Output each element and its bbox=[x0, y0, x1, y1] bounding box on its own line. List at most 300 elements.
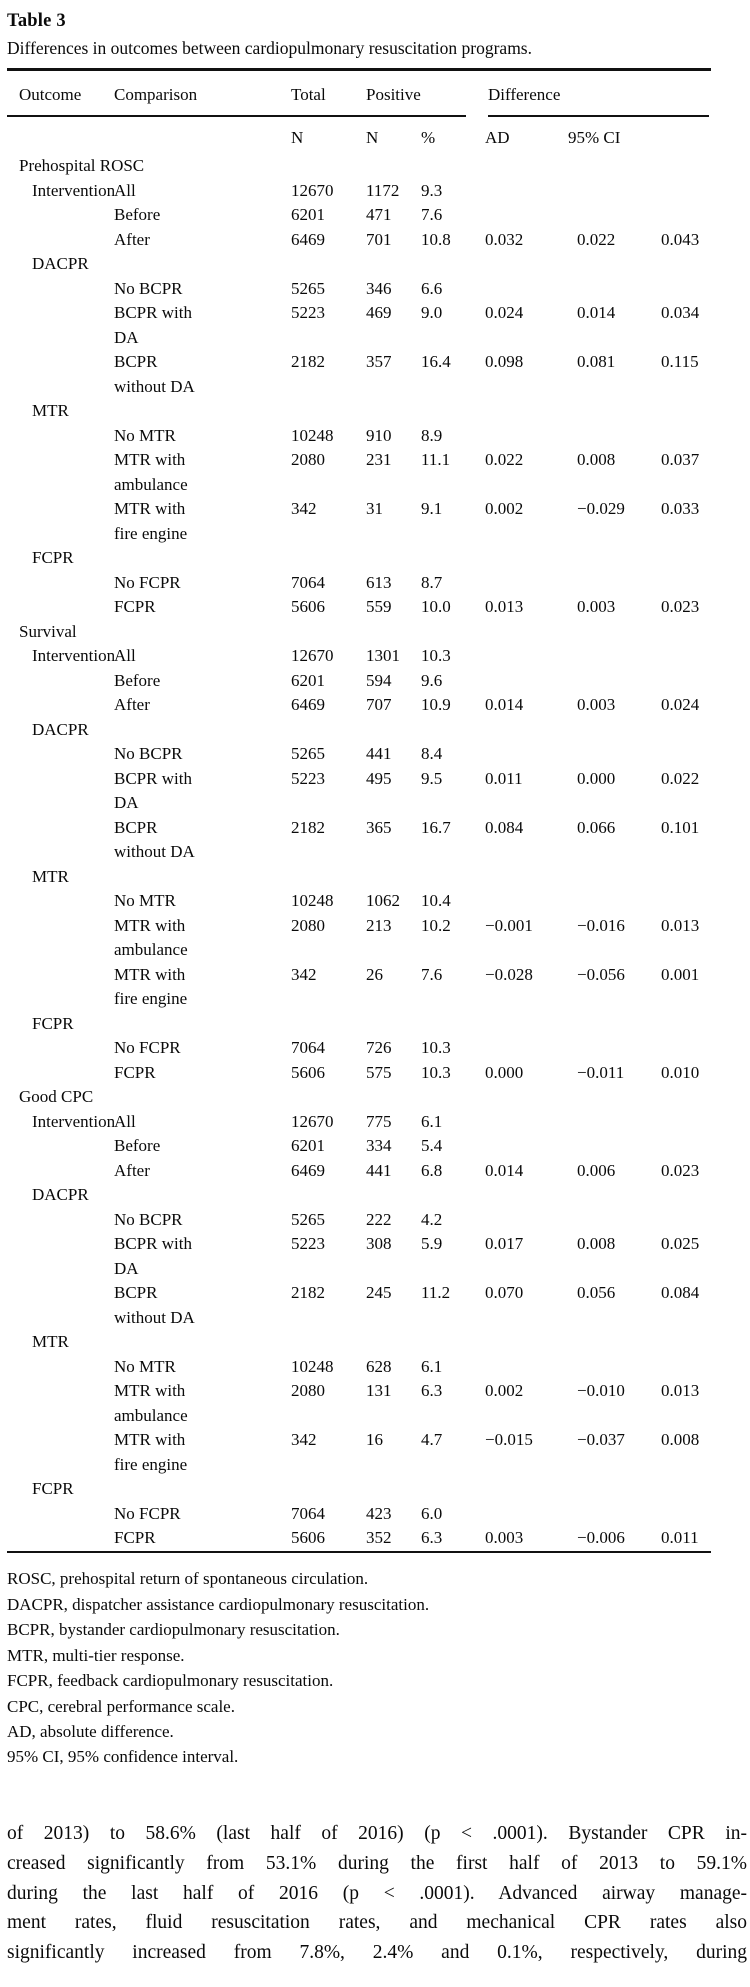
cell-positive-pct: 10.0 bbox=[421, 597, 451, 617]
cell-ci-upper bbox=[661, 1477, 711, 1502]
cell-ad bbox=[485, 1012, 577, 1037]
cell-ad bbox=[485, 252, 577, 277]
cell-ci-upper bbox=[661, 1502, 711, 1527]
cell-ci-upper: 0.033 bbox=[661, 499, 700, 519]
cell-ci-lower bbox=[577, 1085, 661, 1110]
cell-ad: 0.098 bbox=[485, 352, 524, 372]
comparison-text: No MTR bbox=[114, 891, 176, 911]
cell-total-n: 7064 bbox=[291, 1503, 325, 1523]
cell-outcome bbox=[19, 301, 114, 350]
table-header-row bbox=[7, 71, 711, 115]
subheader-total-n: N bbox=[291, 128, 304, 148]
cell-positive-pct: 7.6 bbox=[421, 964, 443, 984]
table-row bbox=[7, 816, 711, 865]
cell-ci-upper bbox=[661, 1012, 711, 1037]
comparison-text: After bbox=[114, 695, 150, 715]
cell-total-n: 12670 bbox=[291, 646, 334, 666]
cell-total-n: 2182 bbox=[291, 817, 325, 837]
cell-positive-pct: 11.2 bbox=[421, 1283, 451, 1303]
cell-ad bbox=[485, 1036, 577, 1061]
cell-positive-pct bbox=[421, 1183, 485, 1208]
cell-outcome: DACPR bbox=[32, 719, 89, 739]
cell-positive-n: 469 bbox=[366, 303, 392, 323]
cell-total-n bbox=[291, 1012, 366, 1037]
cell-positive-pct: 10.9 bbox=[421, 695, 451, 715]
cell-positive-pct: 6.8 bbox=[421, 1160, 443, 1180]
table-row bbox=[7, 1061, 711, 1086]
cell-ci-lower: 0.022 bbox=[577, 229, 616, 249]
table-bottom-rule bbox=[7, 1551, 711, 1554]
cell-outcome: Intervention bbox=[32, 646, 116, 666]
cell-total-n bbox=[291, 399, 366, 424]
comparison-text: No FCPR bbox=[114, 572, 181, 592]
cell-total-n: 10248 bbox=[291, 425, 334, 445]
cell-positive-n: 357 bbox=[366, 352, 392, 372]
cell-ad bbox=[485, 1183, 577, 1208]
cell-ci-lower bbox=[577, 179, 661, 204]
header-rule-right-segment bbox=[488, 115, 709, 117]
cell-comparison bbox=[114, 424, 291, 449]
cell-positive-pct bbox=[421, 620, 485, 645]
cell-ad: 0.022 bbox=[485, 450, 524, 470]
cell-ci-lower: 0.056 bbox=[577, 1283, 616, 1303]
footnote-line: DACPR, dispatcher assistance cardiopulmonary resuscitation. bbox=[7, 1594, 430, 1614]
cell-positive-n: 441 bbox=[366, 744, 392, 764]
cell-outcome bbox=[19, 203, 114, 228]
table-row bbox=[7, 497, 711, 546]
table-row bbox=[7, 1477, 711, 1502]
cell-ci-lower bbox=[577, 571, 661, 596]
cell-total-n: 6201 bbox=[291, 205, 325, 225]
cell-ad bbox=[485, 1134, 577, 1159]
table-row bbox=[7, 1281, 711, 1330]
cell-total-n: 2182 bbox=[291, 1283, 325, 1303]
comparison-text: All bbox=[114, 646, 136, 666]
cell-total-n: 10248 bbox=[291, 1356, 334, 1376]
cell-ad: 0.014 bbox=[485, 1160, 524, 1180]
cell-outcome bbox=[19, 914, 114, 963]
cell-positive-pct: 9.3 bbox=[421, 180, 443, 200]
cell-total-n bbox=[291, 1183, 366, 1208]
cell-outcome bbox=[19, 889, 114, 914]
cell-comparison bbox=[114, 718, 291, 743]
cell-positive-pct bbox=[421, 1012, 485, 1037]
cell-comparison bbox=[114, 816, 291, 865]
body-text bbox=[7, 1819, 747, 1969]
cell-positive-pct: 9.1 bbox=[421, 499, 443, 519]
cell-positive-n: 575 bbox=[366, 1062, 392, 1082]
cell-comparison bbox=[114, 228, 291, 253]
cell-ci-lower: 0.000 bbox=[577, 768, 616, 788]
cell-comparison bbox=[114, 1502, 291, 1527]
cell-ci-lower bbox=[577, 252, 661, 277]
cell-ci-lower bbox=[577, 1012, 661, 1037]
footnote-line: ROSC, prehospital return of spontaneous circulation. bbox=[7, 1569, 369, 1589]
cell-ci-upper bbox=[661, 1134, 711, 1159]
table-row bbox=[7, 620, 711, 645]
table-body bbox=[7, 154, 711, 1551]
table-row bbox=[7, 865, 711, 890]
cell-positive-pct: 8.7 bbox=[421, 572, 443, 592]
cell-ci-upper: 0.025 bbox=[661, 1234, 700, 1254]
cell-ad bbox=[485, 1330, 577, 1355]
cell-total-n: 5223 bbox=[291, 303, 325, 323]
cell-positive-n: 352 bbox=[366, 1528, 392, 1548]
table-row bbox=[7, 1012, 711, 1037]
cell-ad bbox=[485, 620, 577, 645]
cell-comparison bbox=[114, 914, 291, 963]
table-row bbox=[7, 1502, 711, 1527]
cell-ci-upper: 0.034 bbox=[661, 303, 700, 323]
cell-ci-lower: −0.006 bbox=[577, 1528, 625, 1548]
cell-outcome bbox=[19, 1232, 114, 1281]
table-row bbox=[7, 1134, 711, 1159]
table-row bbox=[7, 1379, 711, 1428]
cell-comparison bbox=[114, 1379, 291, 1428]
cell-comparison bbox=[114, 1526, 291, 1551]
table-row bbox=[7, 154, 711, 179]
cell-total-n: 5606 bbox=[291, 1062, 325, 1082]
cell-outcome: Intervention bbox=[32, 1111, 116, 1131]
cell-ci-lower bbox=[577, 1036, 661, 1061]
cell-positive-pct: 10.4 bbox=[421, 891, 451, 911]
cell-positive-pct: 10.8 bbox=[421, 229, 451, 249]
cell-positive-n bbox=[366, 1012, 421, 1037]
cell-positive-pct: 10.3 bbox=[421, 1062, 451, 1082]
cell-positive-pct: 8.4 bbox=[421, 744, 443, 764]
cell-outcome bbox=[19, 497, 114, 546]
cell-outcome bbox=[19, 963, 114, 1012]
table-row bbox=[7, 644, 711, 669]
cell-ci-upper bbox=[661, 179, 711, 204]
table-row bbox=[7, 1330, 711, 1355]
table-row bbox=[7, 1159, 711, 1184]
cell-outcome bbox=[19, 228, 114, 253]
cell-outcome: DACPR bbox=[32, 1185, 89, 1205]
cell-ad bbox=[485, 154, 577, 179]
cell-comparison bbox=[114, 767, 291, 816]
cell-positive-n: 334 bbox=[366, 1136, 392, 1156]
table-row bbox=[7, 571, 711, 596]
cell-total-n: 342 bbox=[291, 499, 317, 519]
table-row bbox=[7, 1355, 711, 1380]
cell-positive-pct: 9.0 bbox=[421, 303, 443, 323]
footnote-line: FCPR, feedback cardiopulmonary resuscitation. bbox=[7, 1671, 334, 1691]
comparison-text: BCPR with DA bbox=[114, 1234, 192, 1278]
cell-ad bbox=[485, 1355, 577, 1380]
cell-ci-lower bbox=[577, 1477, 661, 1502]
table-subheader-row bbox=[7, 117, 711, 154]
subheader-ci: 95% CI bbox=[568, 128, 621, 148]
table-row bbox=[7, 1232, 711, 1281]
cell-ad: −0.001 bbox=[485, 915, 533, 935]
cell-comparison bbox=[114, 693, 291, 718]
cell-positive-n: 222 bbox=[366, 1209, 392, 1229]
cell-positive-n: 495 bbox=[366, 768, 392, 788]
cell-ci-upper: 0.008 bbox=[661, 1430, 700, 1450]
cell-ad bbox=[485, 424, 577, 449]
cell-ci-upper bbox=[661, 1110, 711, 1135]
cell-positive-n bbox=[366, 252, 421, 277]
cell-positive-pct bbox=[421, 1477, 485, 1502]
cell-ad bbox=[485, 203, 577, 228]
cell-ci-lower bbox=[577, 277, 661, 302]
cell-comparison bbox=[114, 301, 291, 350]
cell-ad: 0.070 bbox=[485, 1283, 524, 1303]
cell-positive-n: 131 bbox=[366, 1381, 392, 1401]
cell-positive-pct bbox=[421, 865, 485, 890]
cell-comparison bbox=[114, 1110, 291, 1135]
cell-total-n: 7064 bbox=[291, 1038, 325, 1058]
comparison-text: Before bbox=[114, 1136, 161, 1156]
cell-outcome bbox=[19, 1159, 114, 1184]
cell-ci-lower bbox=[577, 424, 661, 449]
cell-ci-lower bbox=[577, 546, 661, 571]
cell-outcome bbox=[19, 1134, 114, 1159]
cell-positive-n bbox=[366, 1085, 421, 1110]
cell-ad bbox=[485, 1110, 577, 1135]
cell-outcome bbox=[19, 1355, 114, 1380]
cell-total-n bbox=[291, 1085, 366, 1110]
subheader-positive-n: N bbox=[366, 128, 379, 148]
cell-ci-upper bbox=[661, 742, 711, 767]
cell-positive-n bbox=[366, 1183, 421, 1208]
cell-positive-n: 365 bbox=[366, 817, 392, 837]
cell-total-n: 2080 bbox=[291, 1381, 325, 1401]
cell-positive-pct bbox=[421, 252, 485, 277]
cell-ci-lower bbox=[577, 203, 661, 228]
cell-total-n: 5265 bbox=[291, 278, 325, 298]
cell-ci-upper bbox=[661, 1036, 711, 1061]
cell-outcome: FCPR bbox=[32, 1013, 74, 1033]
table-row bbox=[7, 424, 711, 449]
cell-positive-n: 26 bbox=[366, 964, 383, 984]
cell-comparison bbox=[114, 669, 291, 694]
cell-positive-pct: 4.2 bbox=[421, 1209, 443, 1229]
cell-outcome: FCPR bbox=[32, 1479, 74, 1499]
cell-ci-upper: 0.001 bbox=[661, 964, 700, 984]
cell-positive-pct: 16.4 bbox=[421, 352, 451, 372]
cell-outcome bbox=[19, 1379, 114, 1428]
cell-ci-lower bbox=[577, 865, 661, 890]
cell-total-n bbox=[291, 1330, 366, 1355]
body-text-line: during the last half of 2016 (p < .0001). Advanced airway manage- bbox=[7, 1882, 747, 1904]
table-row bbox=[7, 718, 711, 743]
table-row bbox=[7, 963, 711, 1012]
cell-ci-upper: 0.023 bbox=[661, 597, 700, 617]
body-text-line: creased significantly from 53.1% during the first half of 2013 to 59.1% bbox=[7, 1852, 747, 1874]
table-row bbox=[7, 767, 711, 816]
cell-ci-upper: 0.037 bbox=[661, 450, 700, 470]
cell-positive-pct bbox=[421, 1085, 485, 1110]
cell-comparison bbox=[114, 277, 291, 302]
cell-ad bbox=[485, 1477, 577, 1502]
table-row bbox=[7, 1110, 711, 1135]
cell-ci-upper bbox=[661, 546, 711, 571]
cell-ad bbox=[485, 179, 577, 204]
cell-ad: 0.000 bbox=[485, 1062, 524, 1082]
cell-outcome: Prehospital ROSC bbox=[19, 156, 145, 176]
cell-ad bbox=[485, 546, 577, 571]
footnote-line: 95% CI, 95% confidence interval. bbox=[7, 1747, 239, 1767]
cell-ci-lower: −0.010 bbox=[577, 1381, 625, 1401]
cell-ci-lower: −0.029 bbox=[577, 499, 625, 519]
cell-outcome bbox=[19, 571, 114, 596]
cell-outcome bbox=[19, 1061, 114, 1086]
table-row bbox=[7, 1428, 711, 1477]
comparison-text: BCPR with DA bbox=[114, 768, 192, 813]
cell-ci-upper bbox=[661, 1183, 711, 1208]
cell-ci-lower bbox=[577, 669, 661, 694]
cell-total-n: 6469 bbox=[291, 229, 325, 249]
cell-positive-n: 441 bbox=[366, 1160, 392, 1180]
table-row bbox=[7, 203, 711, 228]
cell-positive-pct: 6.3 bbox=[421, 1381, 443, 1401]
cell-positive-n: 910 bbox=[366, 425, 392, 445]
comparison-text: MTR with fire engine bbox=[114, 964, 188, 1009]
table-row bbox=[7, 669, 711, 694]
cell-outcome bbox=[19, 1036, 114, 1061]
cell-outcome bbox=[19, 767, 114, 816]
cell-comparison bbox=[114, 154, 291, 179]
cell-ci-upper bbox=[661, 154, 711, 179]
cell-ci-upper bbox=[661, 620, 711, 645]
cell-comparison bbox=[114, 1159, 291, 1184]
cell-ci-lower: −0.011 bbox=[577, 1062, 625, 1082]
footnote-line: CPC, cerebral performance scale. bbox=[7, 1696, 235, 1716]
cell-ad: 0.013 bbox=[485, 597, 524, 617]
cell-total-n bbox=[291, 252, 366, 277]
body-text-line: significantly increased from 7.8%, 2.4% and 0.1%, respectively, during bbox=[7, 1942, 747, 1964]
cell-positive-pct: 6.1 bbox=[421, 1111, 443, 1131]
cell-comparison bbox=[114, 1085, 291, 1110]
table-row bbox=[7, 1526, 711, 1551]
cell-positive-n: 1062 bbox=[366, 891, 400, 911]
cell-ci-upper: 0.043 bbox=[661, 229, 700, 249]
subheader-positive-pct: % bbox=[421, 128, 436, 148]
cell-positive-pct bbox=[421, 154, 485, 179]
cell-positive-n bbox=[366, 399, 421, 424]
table-row bbox=[7, 448, 711, 497]
cell-outcome: Good CPC bbox=[19, 1087, 94, 1107]
cell-ci-lower bbox=[577, 1330, 661, 1355]
cell-positive-pct: 7.6 bbox=[421, 205, 443, 225]
cell-ci-upper: 0.023 bbox=[661, 1160, 700, 1180]
column-header-positive: Positive bbox=[366, 84, 421, 104]
cell-ci-lower: −0.016 bbox=[577, 915, 625, 935]
outcomes-table bbox=[7, 68, 711, 1553]
cell-positive-pct bbox=[421, 1330, 485, 1355]
cell-ad bbox=[485, 669, 577, 694]
cell-positive-pct: 6.1 bbox=[421, 1356, 443, 1376]
cell-comparison bbox=[114, 595, 291, 620]
comparison-text: BCPR with DA bbox=[114, 303, 192, 347]
cell-comparison bbox=[114, 252, 291, 277]
cell-positive-pct: 10.3 bbox=[421, 1038, 451, 1058]
comparison-text: Before bbox=[114, 205, 161, 225]
comparison-text: MTR with fire engine bbox=[114, 1430, 188, 1474]
cell-total-n: 5606 bbox=[291, 597, 325, 617]
cell-ad bbox=[485, 277, 577, 302]
cell-ci-upper: 0.115 bbox=[661, 352, 699, 372]
cell-outcome bbox=[19, 1281, 114, 1330]
table-title: Table 3 bbox=[7, 11, 66, 31]
header-divider-rules bbox=[7, 115, 711, 117]
cell-ci-upper bbox=[661, 1330, 711, 1355]
cell-total-n: 7064 bbox=[291, 572, 325, 592]
cell-ad bbox=[485, 399, 577, 424]
comparison-text: MTR with fire engine bbox=[114, 499, 188, 543]
cell-ci-upper bbox=[661, 571, 711, 596]
table-caption: Differences in outcomes between cardiopulmonary resuscitation programs. bbox=[7, 38, 532, 58]
cell-outcome bbox=[19, 1428, 114, 1477]
cell-ci-upper: 0.024 bbox=[661, 695, 700, 715]
comparison-text: No FCPR bbox=[114, 1038, 181, 1058]
cell-total-n: 5265 bbox=[291, 1209, 325, 1229]
cell-total-n: 6201 bbox=[291, 670, 325, 690]
cell-ci-lower bbox=[577, 742, 661, 767]
cell-comparison bbox=[114, 1281, 291, 1330]
cell-comparison bbox=[114, 1012, 291, 1037]
cell-positive-n: 31 bbox=[366, 499, 383, 519]
cell-total-n: 342 bbox=[291, 964, 317, 984]
table-row bbox=[7, 595, 711, 620]
cell-outcome: MTR bbox=[32, 866, 69, 886]
cell-outcome: FCPR bbox=[32, 548, 74, 568]
cell-total-n bbox=[291, 718, 366, 743]
cell-comparison bbox=[114, 1477, 291, 1502]
cell-comparison bbox=[114, 571, 291, 596]
comparison-text: No MTR bbox=[114, 1356, 176, 1376]
cell-ci-lower bbox=[577, 1355, 661, 1380]
cell-positive-n bbox=[366, 1477, 421, 1502]
cell-ad: 0.024 bbox=[485, 303, 524, 323]
cell-total-n: 2080 bbox=[291, 915, 325, 935]
cell-outcome: DACPR bbox=[32, 254, 89, 274]
cell-comparison bbox=[114, 1061, 291, 1086]
comparison-text: FCPR bbox=[114, 1528, 156, 1548]
cell-ci-lower: 0.003 bbox=[577, 597, 616, 617]
cell-ci-lower: 0.081 bbox=[577, 352, 616, 372]
table-row bbox=[7, 1183, 711, 1208]
table-row bbox=[7, 301, 711, 350]
cell-ci-upper bbox=[661, 424, 711, 449]
cell-ad bbox=[485, 1502, 577, 1527]
cell-total-n: 12670 bbox=[291, 1111, 334, 1131]
cell-positive-pct: 9.5 bbox=[421, 768, 443, 788]
footnotes bbox=[7, 1566, 746, 1769]
cell-outcome bbox=[19, 350, 114, 399]
cell-outcome bbox=[19, 693, 114, 718]
comparison-text: No FCPR bbox=[114, 1503, 181, 1523]
cell-ad: 0.002 bbox=[485, 1381, 524, 1401]
cell-total-n: 2080 bbox=[291, 450, 325, 470]
cell-positive-pct: 5.9 bbox=[421, 1234, 443, 1254]
header-rule-left-segment bbox=[7, 115, 466, 117]
cell-comparison bbox=[114, 497, 291, 546]
cell-positive-pct: 6.3 bbox=[421, 1528, 443, 1548]
cell-positive-n bbox=[366, 1330, 421, 1355]
cell-total-n: 6469 bbox=[291, 1160, 325, 1180]
cell-ci-lower: 0.066 bbox=[577, 817, 616, 837]
cell-positive-pct: 10.3 bbox=[421, 646, 451, 666]
cell-positive-n: 231 bbox=[366, 450, 392, 470]
cell-ci-upper bbox=[661, 203, 711, 228]
cell-outcome bbox=[19, 816, 114, 865]
cell-positive-pct: 9.6 bbox=[421, 670, 443, 690]
cell-ci-upper bbox=[661, 669, 711, 694]
comparison-text: FCPR bbox=[114, 597, 156, 617]
